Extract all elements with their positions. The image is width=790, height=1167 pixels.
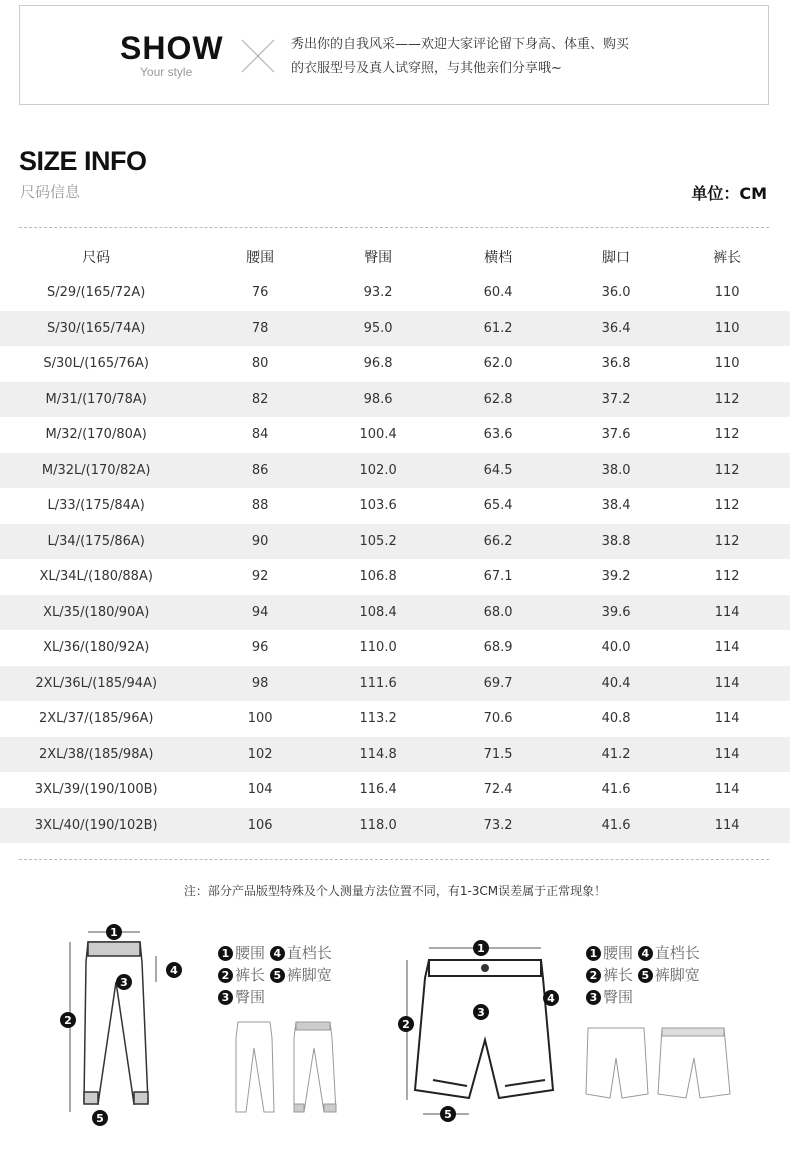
table-row bbox=[0, 701, 790, 737]
cell-length: 114 bbox=[714, 640, 740, 656]
table-row bbox=[0, 772, 790, 808]
cross-divider-icon bbox=[240, 38, 276, 74]
marker-5: 5 bbox=[444, 1108, 452, 1121]
cell-hem: 40.0 bbox=[601, 640, 631, 656]
cell-thigh: 61.2 bbox=[428, 311, 567, 347]
legend-waist: 腰围 bbox=[235, 944, 266, 962]
table-row bbox=[0, 630, 790, 666]
show-banner bbox=[19, 5, 769, 105]
cell-hem: 41.2 bbox=[568, 737, 664, 773]
divider-bottom bbox=[19, 859, 769, 860]
shorts-thumbnails-icon bbox=[584, 1024, 734, 1104]
cell-size: S/30L/(165/76A) bbox=[43, 356, 149, 372]
legend-number-3: 3 bbox=[586, 990, 601, 1005]
cell-size: 2XL/37/(185/96A) bbox=[38, 711, 154, 727]
legend-number-1: 1 bbox=[218, 946, 233, 961]
legend-hem: 裤脚宽 bbox=[286, 966, 332, 984]
marker-3: 3 bbox=[477, 1006, 485, 1019]
header-hem: 脚口 bbox=[602, 249, 631, 266]
table-row bbox=[0, 453, 790, 489]
cell-length: 114 bbox=[714, 711, 740, 727]
cell-thigh: 70.6 bbox=[483, 711, 513, 727]
cell-size: L/33/(175/84A) bbox=[47, 498, 145, 514]
cell-thigh: 69.7 bbox=[428, 666, 567, 702]
table-row bbox=[0, 559, 790, 595]
cell-hem: 36.8 bbox=[601, 356, 631, 372]
header-length: 裤长 bbox=[713, 249, 742, 266]
cell-size: S/29/(165/72A) bbox=[47, 285, 146, 301]
cell-waist: 98 bbox=[192, 666, 327, 702]
cell-waist: 86 bbox=[192, 453, 327, 489]
legend-inseam: 直档长 bbox=[654, 944, 700, 962]
cell-hip: 108.4 bbox=[328, 595, 429, 631]
table-row bbox=[0, 808, 790, 844]
show-text-line1: 秀出你的自我风采——欢迎大家评论留下身高、体重、购买 bbox=[291, 37, 630, 52]
table-row bbox=[0, 382, 790, 418]
legend-number-4: 4 bbox=[270, 946, 285, 961]
cell-waist: 78 bbox=[192, 311, 327, 347]
legend-number-3: 3 bbox=[218, 990, 233, 1005]
legend-number-2: 2 bbox=[218, 968, 233, 983]
cell-thigh: 68.9 bbox=[483, 640, 513, 656]
marker-1: 1 bbox=[110, 926, 118, 939]
cell-hip: 114.8 bbox=[328, 737, 429, 773]
cell-waist: 102 bbox=[192, 737, 327, 773]
cell-waist: 92 bbox=[251, 569, 269, 585]
cell-size: 2XL/36L/(185/94A) bbox=[0, 666, 192, 702]
cell-thigh: 66.2 bbox=[428, 524, 567, 560]
cell-hip: 98.6 bbox=[328, 382, 429, 418]
cell-hem: 37.6 bbox=[601, 427, 631, 443]
cell-thigh: 71.5 bbox=[428, 737, 567, 773]
cell-hem: 41.6 bbox=[568, 808, 664, 844]
cell-length: 110 bbox=[714, 285, 740, 301]
table-row bbox=[0, 524, 790, 560]
cell-size: M/32/(170/80A) bbox=[45, 427, 147, 443]
marker-5: 5 bbox=[96, 1112, 104, 1125]
cell-thigh: 62.8 bbox=[428, 382, 567, 418]
long-pants-diagram-icon bbox=[50, 922, 200, 1132]
marker-3: 3 bbox=[120, 976, 128, 989]
cell-size: 3XL/39/(190/100B) bbox=[34, 782, 158, 798]
cell-hip: 100.4 bbox=[359, 427, 397, 443]
cell-length: 114 bbox=[664, 595, 790, 631]
cell-hip: 93.2 bbox=[363, 285, 393, 301]
size-info-subtitle: 尺码信息 bbox=[20, 183, 81, 201]
cell-hip: 105.2 bbox=[328, 524, 429, 560]
show-description bbox=[291, 33, 629, 81]
legend-inseam: 直档长 bbox=[286, 944, 332, 962]
cell-size: 3XL/40/(190/102B) bbox=[0, 808, 192, 844]
cell-length: 112 bbox=[714, 498, 740, 514]
legend-number-2: 2 bbox=[586, 968, 601, 983]
cell-length: 114 bbox=[664, 666, 790, 702]
cell-waist: 104 bbox=[247, 782, 273, 798]
cell-size: XL/35/(180/90A) bbox=[0, 595, 192, 631]
legend-number-5: 5 bbox=[638, 968, 653, 983]
cell-waist: 82 bbox=[192, 382, 327, 418]
show-title: SHOW bbox=[120, 30, 224, 66]
legend-left-row3 bbox=[218, 986, 265, 1007]
cell-thigh: 67.1 bbox=[483, 569, 513, 585]
cell-hem: 36.0 bbox=[601, 285, 631, 301]
show-text-line2: 的衣服型号及真人试穿照，与其他亲们分享哦~ bbox=[291, 61, 562, 76]
cell-hem: 40.4 bbox=[568, 666, 664, 702]
cell-length: 112 bbox=[664, 382, 790, 418]
pants-thumbnails-icon bbox=[232, 1018, 352, 1118]
cell-hem: 36.4 bbox=[568, 311, 664, 347]
legend-hip: 臀围 bbox=[235, 988, 266, 1006]
legend-left-row1 bbox=[218, 942, 332, 963]
table-row bbox=[0, 275, 790, 311]
cell-waist: 80 bbox=[251, 356, 269, 372]
cell-thigh: 65.4 bbox=[483, 498, 513, 514]
legend-length: 裤长 bbox=[603, 966, 634, 984]
cell-waist: 76 bbox=[251, 285, 269, 301]
cell-hem: 40.8 bbox=[601, 711, 631, 727]
cell-waist: 84 bbox=[251, 427, 269, 443]
cell-length: 114 bbox=[664, 808, 790, 844]
cell-hem: 39.2 bbox=[601, 569, 631, 585]
legend-hip: 臀围 bbox=[603, 988, 634, 1006]
cell-thigh: 73.2 bbox=[428, 808, 567, 844]
marker-4: 4 bbox=[547, 992, 555, 1005]
table-row bbox=[0, 417, 790, 453]
legend-number-4: 4 bbox=[638, 946, 653, 961]
table-row bbox=[0, 488, 790, 524]
cell-waist: 100 bbox=[247, 711, 273, 727]
legend-number-1: 1 bbox=[586, 946, 601, 961]
cell-size: M/31/(170/78A) bbox=[0, 382, 192, 418]
cell-size: XL/34L/(180/88A) bbox=[39, 569, 153, 585]
cell-length: 112 bbox=[714, 427, 740, 443]
unit-label: 单位：CM bbox=[691, 184, 767, 203]
cell-length: 110 bbox=[664, 311, 790, 347]
legend-hem: 裤脚宽 bbox=[654, 966, 700, 984]
header-hip: 臀围 bbox=[364, 249, 393, 266]
cell-hip: 113.2 bbox=[359, 711, 397, 727]
marker-2: 2 bbox=[402, 1018, 410, 1031]
cell-hip: 95.0 bbox=[328, 311, 429, 347]
cell-thigh: 68.0 bbox=[428, 595, 567, 631]
cell-hem: 37.2 bbox=[568, 382, 664, 418]
cell-hip: 111.6 bbox=[328, 666, 429, 702]
cell-hip: 102.0 bbox=[328, 453, 429, 489]
marker-2: 2 bbox=[64, 1014, 72, 1027]
divider-top bbox=[19, 227, 769, 228]
cell-length: 110 bbox=[714, 356, 740, 372]
header-size: 尺码 bbox=[82, 249, 111, 266]
header-waist: 腰围 bbox=[246, 249, 275, 266]
measurement-note: 注：部分产品版型特殊及个人测量方法位置不同，有1-3CM误差属于正常现象！ bbox=[183, 884, 607, 898]
cell-hem: 41.6 bbox=[601, 782, 631, 798]
cell-size: S/30/(165/74A) bbox=[0, 311, 192, 347]
table-row bbox=[0, 737, 790, 773]
cell-waist: 106 bbox=[192, 808, 327, 844]
cell-thigh: 62.0 bbox=[483, 356, 513, 372]
legend-waist: 腰围 bbox=[603, 944, 634, 962]
cell-length: 112 bbox=[664, 524, 790, 560]
cell-size: L/34/(175/86A) bbox=[0, 524, 192, 560]
cell-hip: 96.8 bbox=[363, 356, 393, 372]
cell-length: 114 bbox=[714, 782, 740, 798]
cell-hip: 103.6 bbox=[359, 498, 397, 514]
cell-waist: 90 bbox=[192, 524, 327, 560]
cell-size: M/32L/(170/82A) bbox=[0, 453, 192, 489]
legend-right-row1 bbox=[586, 942, 700, 963]
shorts-diagram-icon bbox=[393, 930, 573, 1130]
legend-right-row2 bbox=[586, 964, 700, 985]
cell-thigh: 63.6 bbox=[483, 427, 513, 443]
marker-4: 4 bbox=[170, 964, 178, 977]
cell-length: 114 bbox=[664, 737, 790, 773]
cell-waist: 94 bbox=[192, 595, 327, 631]
cell-size: 2XL/38/(185/98A) bbox=[0, 737, 192, 773]
cell-thigh: 72.4 bbox=[483, 782, 513, 798]
cell-hip: 116.4 bbox=[359, 782, 397, 798]
cell-hem: 38.8 bbox=[568, 524, 664, 560]
legend-number-5: 5 bbox=[270, 968, 285, 983]
table-header-row bbox=[0, 238, 790, 275]
legend-right-row3 bbox=[586, 986, 633, 1007]
table-row bbox=[0, 346, 790, 382]
cell-hem: 39.6 bbox=[568, 595, 664, 631]
cell-hip: 118.0 bbox=[328, 808, 429, 844]
show-subtitle: Your style bbox=[140, 65, 193, 79]
cell-waist: 88 bbox=[251, 498, 269, 514]
cell-hip: 110.0 bbox=[359, 640, 397, 656]
size-info-title: SIZE INFO bbox=[19, 146, 147, 176]
table-row bbox=[0, 666, 790, 702]
table-row bbox=[0, 595, 790, 631]
cell-hip: 106.8 bbox=[359, 569, 397, 585]
cell-length: 112 bbox=[714, 569, 740, 585]
cell-hem: 38.4 bbox=[601, 498, 631, 514]
cell-hem: 38.0 bbox=[568, 453, 664, 489]
table-row bbox=[0, 311, 790, 347]
size-table bbox=[0, 238, 790, 843]
legend-length: 裤长 bbox=[235, 966, 266, 984]
cell-thigh: 60.4 bbox=[483, 285, 513, 301]
cell-waist: 96 bbox=[251, 640, 269, 656]
legend-left-row2 bbox=[218, 964, 332, 985]
cell-size: XL/36/(180/92A) bbox=[43, 640, 150, 656]
marker-1: 1 bbox=[477, 942, 485, 955]
header-thigh: 横档 bbox=[484, 249, 513, 266]
cell-thigh: 64.5 bbox=[428, 453, 567, 489]
cell-length: 112 bbox=[664, 453, 790, 489]
